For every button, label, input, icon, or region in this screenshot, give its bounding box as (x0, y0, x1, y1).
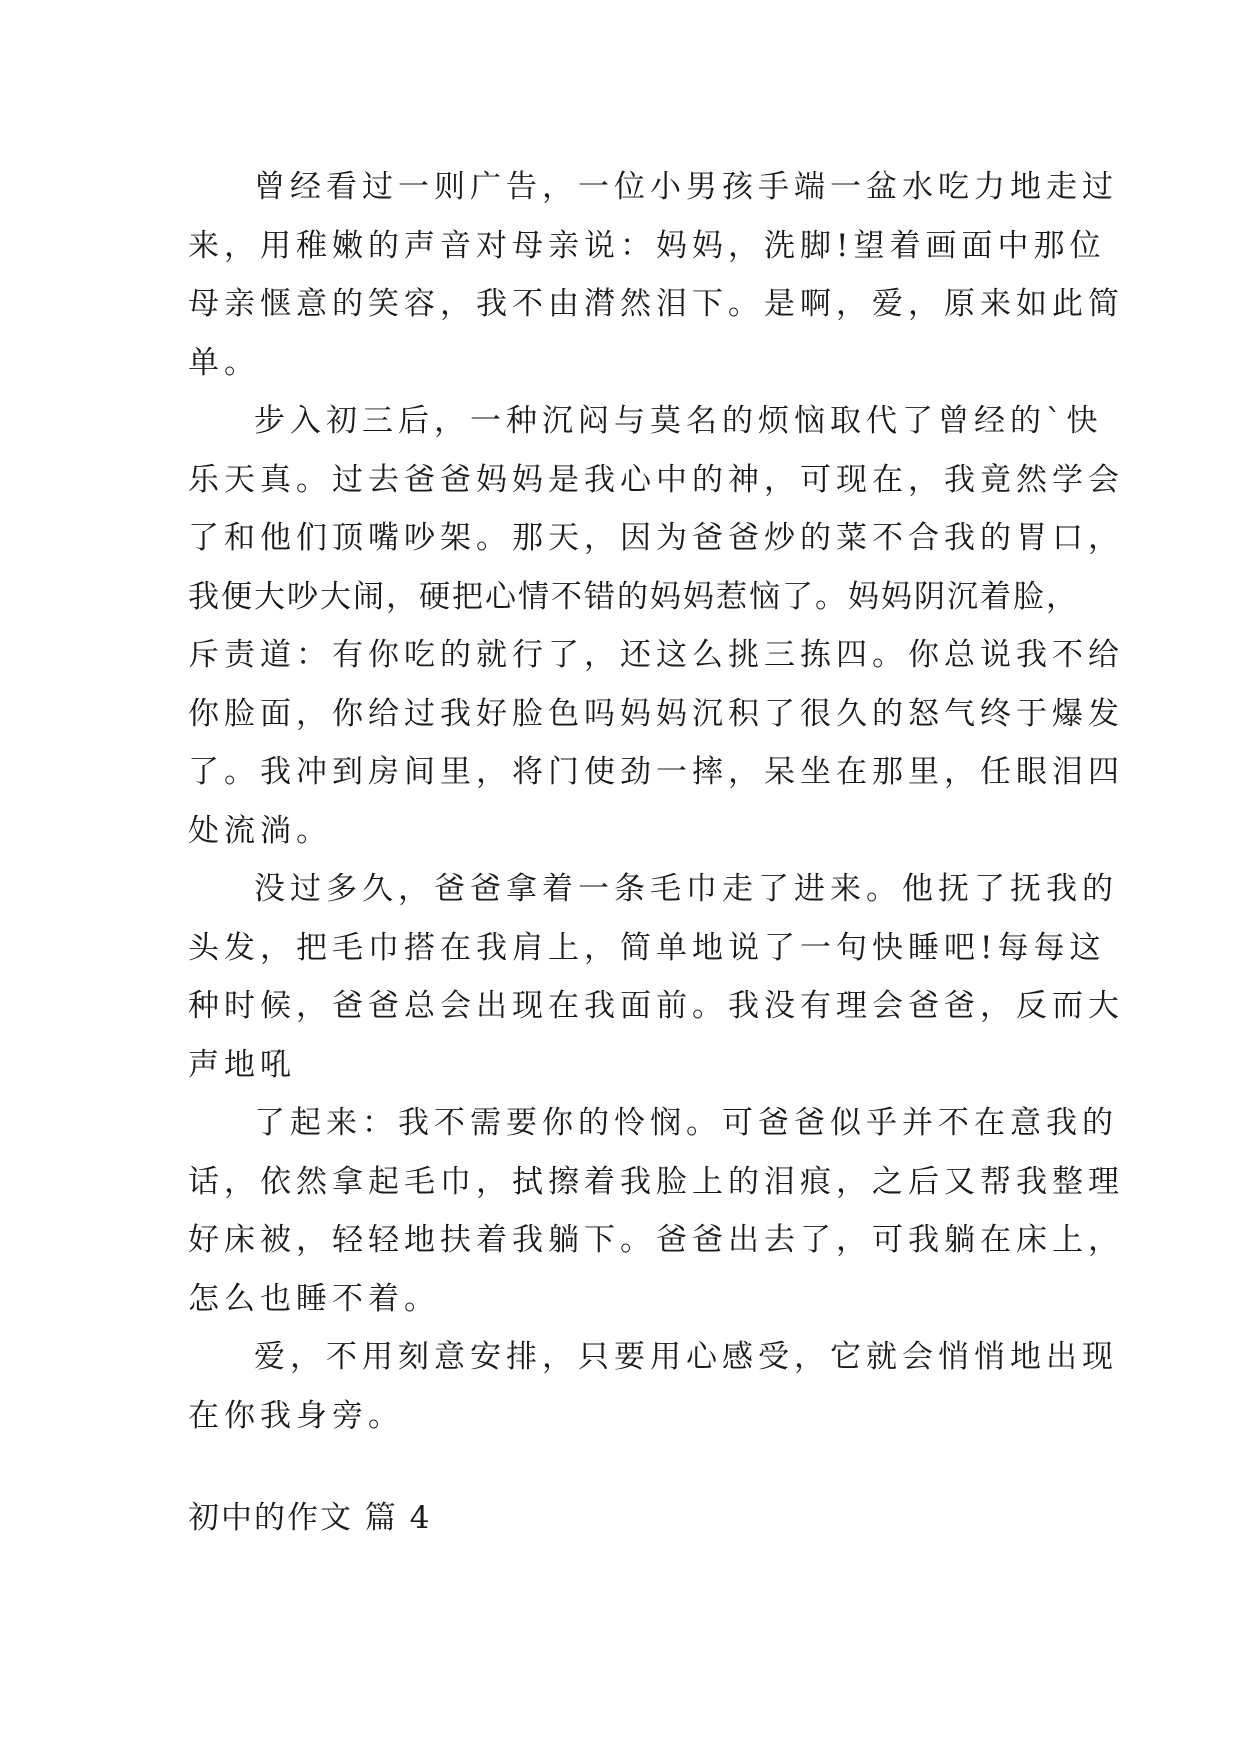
paragraph-5 (188, 1328, 1118, 1445)
text-line: 好床被，轻轻地扶着我躺下。爸爸出去了，可我躺在床上， (188, 1222, 1124, 1258)
paragraph-2 (188, 392, 1124, 860)
text-line: 话，依然拿起毛巾，拭擦着我脸上的泪痕，之后又帮我整理 (188, 1163, 1124, 1200)
text-line: 你脸面，你给过我好脸色吗妈妈沉积了很久的怒气终于爆发 (188, 695, 1124, 732)
text-line: 单。 (188, 344, 260, 381)
paragraph-4 (188, 1094, 1124, 1328)
text-line: 了起来：我不需要你的怜悯。可爸爸似乎并不在意我的 (254, 1105, 1118, 1141)
text-line: 种时候，爸爸总会出现在我面前。我没有理会爸爸，反而大 (188, 988, 1124, 1024)
text-line: 母亲惬意的笑容，我不由潸然泪下。是啊，爱，原来如此简 (188, 286, 1124, 322)
text-line: 曾经看过一则广告，一位小男孩手端一盆水吃力地走过 (254, 169, 1118, 205)
text-line: 了。我冲到房间里，将门使劲一摔，呆坐在那里，任眼泪四 (188, 754, 1124, 790)
text-line: 步入初三后，一种沉闷与莫名的烦恼取代了曾经的`快 (254, 403, 1103, 439)
text-line: 爱，不用刻意安排，只要用心感受，它就会悄悄地出现 (254, 1339, 1118, 1375)
text-line: 我便大吵大闹，硬把心情不错的妈妈惹恼了。妈妈阴沉着脸， (188, 578, 1079, 615)
text-line: 乐天真。过去爸爸妈妈是我心中的神，可现在，我竟然学会 (188, 461, 1124, 498)
paragraph-1 (188, 158, 1124, 392)
text-line: 来，用稚嫩的声音对母亲说：妈妈，洗脚!望着画面中那位 (188, 227, 1106, 264)
essay-body (188, 158, 1124, 1445)
paragraph-3 (188, 860, 1124, 1094)
text-line: 怎么也睡不着。 (188, 1280, 440, 1317)
next-section-heading: 初中的作文 篇 4 (188, 1500, 432, 1536)
text-line: 斥责道：有你吃的就行了，还这么挑三拣四。你总说我不给 (188, 637, 1124, 673)
text-line: 了和他们顶嘴吵架。那天，因为爸爸炒的菜不合我的胃口， (188, 520, 1124, 556)
text-line: 在你我身旁。 (188, 1397, 404, 1434)
text-line: 处流淌。 (188, 812, 332, 849)
text-line: 头发，把毛巾搭在我肩上，简单地说了一句快睡吧!每每这 (188, 929, 1106, 966)
text-line: 没过多久，爸爸拿着一条毛巾走了进来。他抚了抚我的 (254, 871, 1118, 907)
text-line: 声地吼 (188, 1046, 296, 1083)
